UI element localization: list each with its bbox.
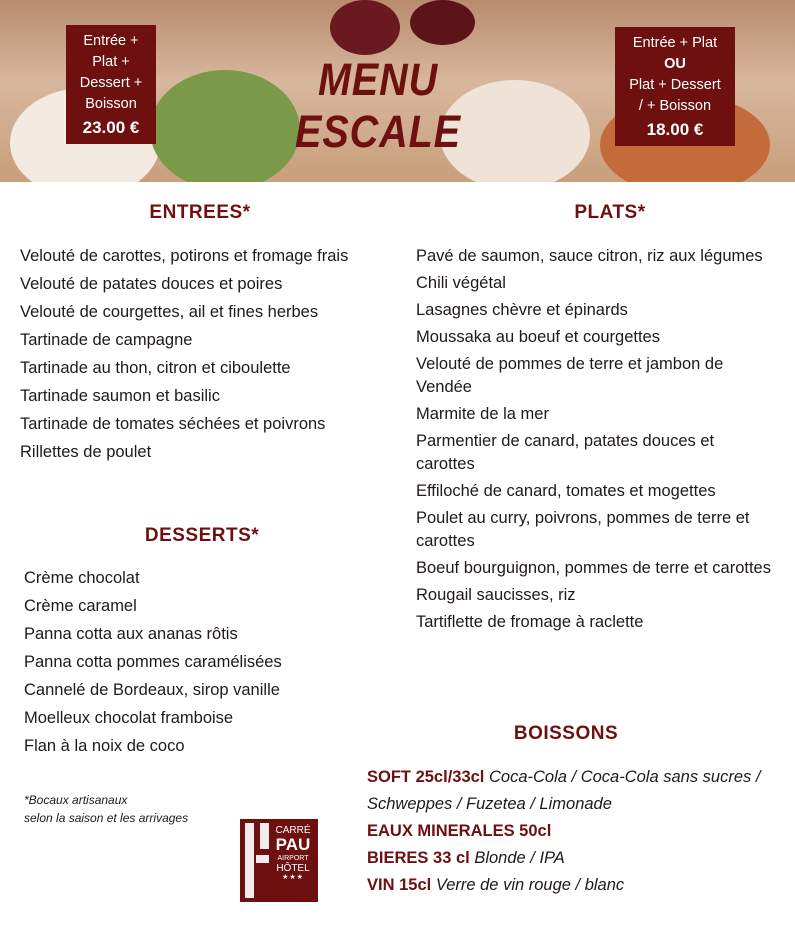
list-item: Parmentier de canard, patates douces et carottes [416, 432, 715, 473]
list-item: Crème caramel [24, 597, 137, 615]
decor-wine-glass-2 [410, 0, 475, 45]
logo-stars: ★★★ [282, 874, 304, 881]
list-item: Velouté de patates douces et poires [20, 275, 283, 293]
list-item: Tartinade de campagne [20, 331, 193, 349]
offer-right-line-3: Plat + Dessert [629, 77, 721, 93]
offer-right-line-1: Entrée + Plat [632, 35, 718, 51]
list-item: Boeuf bourguignon, pommes de terre et carottes [416, 559, 771, 577]
boissons-title: BOISSONS [513, 723, 619, 744]
list-item: Moelleux chocolat framboise [24, 709, 234, 727]
drinks-vin [367, 872, 787, 899]
drinks-eaux-label: EAUX MINERALES 50cl [367, 822, 552, 840]
entrees-list [20, 245, 375, 464]
drinks-vin-items: Verre de vin rouge / blanc [435, 876, 625, 894]
hero-image [0, 0, 795, 182]
list-item: Velouté de courgettes, ail et fines herbes [20, 303, 319, 321]
drinks-soft-items: Coca-Cola / Coca-Cola sans sucres / Schweppes / Fuzetea / Limonade [367, 768, 761, 813]
offer-left-line-2: Plat + [92, 54, 130, 70]
list-item: Panna cotta pommes caramélisées [24, 653, 282, 671]
decor-wine-glass [330, 0, 400, 55]
footnote [24, 791, 188, 827]
list-item: Flan à la noix de coco [24, 737, 185, 755]
list-item: Effiloché de canard, tomates et mogettes [416, 482, 716, 500]
offer-right-line-4: / + Boisson [638, 98, 712, 114]
list-item: Poulet au curry, poivrons, pommes de terre et carottes [416, 509, 750, 550]
hotel-logo [240, 819, 318, 902]
drinks-bieres [367, 845, 787, 872]
desserts-list [24, 567, 364, 758]
list-item: Tartinade saumon et basilic [20, 387, 220, 405]
drinks-soft [367, 764, 787, 818]
logo-line-3: AIRPORT [277, 855, 309, 862]
list-item: Velouté de pommes de terre et jambon de Vendée [416, 355, 724, 396]
entrees-title: ENTREES* [149, 202, 251, 223]
logo-line-2: PAU [275, 835, 311, 854]
offer-left-line-4: Boisson [85, 96, 137, 112]
boissons-list [367, 764, 787, 899]
list-item: Rillettes de poulet [20, 443, 152, 461]
footnote-line-1: *Bocaux artisanaux [24, 793, 128, 807]
list-item: Tartinade au thon, citron et ciboulette [20, 359, 291, 377]
logo-mark-icon [242, 819, 272, 902]
list-item: Velouté de carottes, potirons et fromage frais [20, 247, 349, 265]
list-item: Lasagnes chèvre et épinards [416, 301, 628, 319]
desserts-title: DESSERTS* [144, 525, 260, 546]
list-item: Marmite de la mer [416, 405, 549, 423]
list-item: Pavé de saumon, sauce citron, riz aux légumes [416, 247, 763, 265]
drinks-bieres-label: BIERES 33 cl [367, 849, 470, 867]
list-item: Rougail saucisses, riz [416, 586, 576, 604]
list-item: Tartinade de tomates séchées et poivrons [20, 415, 326, 433]
drinks-bieres-items: Blonde / IPA [474, 849, 565, 867]
list-item: Cannelé de Bordeaux, sirop vanille [24, 681, 280, 699]
offer-box-left [66, 25, 156, 144]
offer-left-line-1: Entrée + [83, 33, 139, 49]
plats-list [416, 245, 776, 634]
drinks-soft-label: SOFT 25cl/33cl [367, 768, 485, 786]
list-item: Chili végétal [416, 274, 506, 292]
footnote-line-2: selon la saison et les arrivages [24, 811, 189, 825]
list-item: Panna cotta aux ananas rôtis [24, 625, 238, 643]
offer-right-line-2: OU [664, 56, 686, 72]
menu-title: MENU ESCALE [295, 54, 461, 157]
list-item: Tartiflette de fromage à raclette [416, 613, 644, 631]
offer-right-price: 18.00 € [646, 120, 704, 139]
list-item: Moussaka au boeuf et courgettes [416, 328, 660, 346]
list-item: Crème chocolat [24, 569, 140, 587]
offer-left-price: 23.00 € [82, 118, 140, 137]
logo-text [270, 825, 316, 882]
plats-title: PLATS* [574, 202, 646, 223]
logo-line-1: CARRÉ [275, 825, 311, 836]
drinks-vin-label: VIN 15cl [367, 876, 432, 894]
logo-line-4: HÔTEL [276, 863, 310, 874]
offer-left-line-3: Dessert + [79, 75, 143, 91]
offer-box-right [615, 27, 735, 146]
